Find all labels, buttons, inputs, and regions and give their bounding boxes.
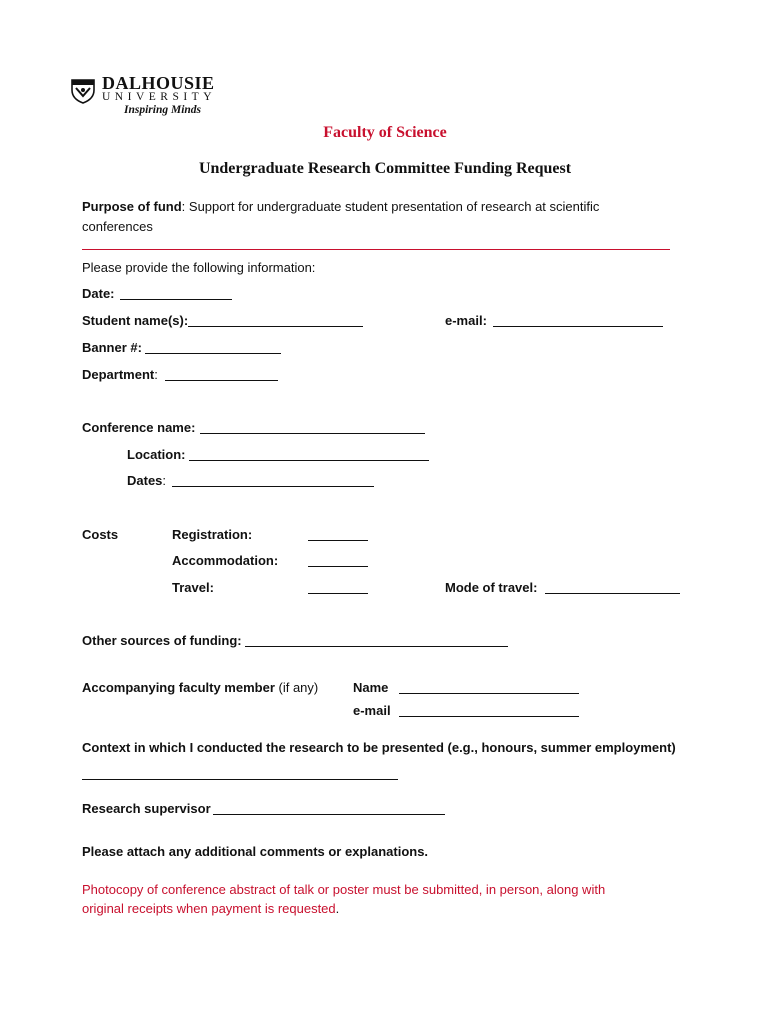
faculty-email-label: e-mail bbox=[353, 703, 391, 718]
dates-label: Dates bbox=[127, 473, 163, 488]
accompanying-faculty-line bbox=[82, 680, 318, 696]
faculty-name-field[interactable] bbox=[399, 681, 579, 694]
student-names-label: Student name(s): bbox=[82, 313, 189, 328]
purpose-line bbox=[82, 199, 599, 215]
conference-name-field[interactable] bbox=[200, 421, 425, 434]
registration-field[interactable] bbox=[308, 528, 368, 541]
department-field[interactable] bbox=[165, 368, 278, 381]
date-field[interactable] bbox=[120, 287, 232, 300]
registration-label: Registration: bbox=[172, 527, 253, 542]
research-supervisor-label: Research supervisor bbox=[82, 801, 211, 816]
form-title: Undergraduate Research Committee Funding Request bbox=[198, 160, 572, 177]
banner-field[interactable] bbox=[145, 341, 281, 354]
other-funding-label: Other sources of funding: bbox=[82, 633, 242, 648]
research-supervisor-field[interactable] bbox=[213, 802, 445, 815]
purpose-text: : Support for undergraduate student presentation of research at scientific bbox=[181, 199, 600, 214]
department-colon: : bbox=[154, 367, 158, 382]
mode-of-travel-label: Mode of travel: bbox=[445, 580, 538, 595]
accommodation-label: Accommodation: bbox=[172, 553, 279, 568]
travel-label: Travel: bbox=[172, 580, 214, 595]
banner-label: Banner #: bbox=[82, 340, 142, 355]
logo-subname: UNIVERSITY bbox=[102, 91, 216, 103]
instructions: Please provide the following information: bbox=[82, 260, 316, 275]
faculty-heading: Faculty of Science bbox=[323, 124, 447, 141]
dates-colon: : bbox=[162, 473, 167, 488]
email-label: e-mail: bbox=[445, 313, 487, 328]
travel-field[interactable] bbox=[308, 581, 368, 594]
other-funding-field[interactable] bbox=[245, 634, 508, 647]
location-label: Location: bbox=[127, 447, 186, 462]
footer-note-line1: Photocopy of conference abstract of talk or poster must be submitted, in person, along with bbox=[82, 882, 606, 897]
university-logo bbox=[68, 74, 228, 120]
context-label: Context in which I conducted the research to be presented (e.g., honours, summer employment) bbox=[82, 740, 676, 755]
purpose-label: Purpose of fund bbox=[82, 199, 182, 214]
date-label: Date: bbox=[82, 286, 115, 301]
location-field[interactable] bbox=[189, 448, 429, 461]
crest-icon bbox=[70, 78, 96, 104]
email-field[interactable] bbox=[493, 314, 663, 327]
attach-note: Please attach any additional comments or explanations. bbox=[82, 844, 429, 859]
accompanying-faculty-label: Accompanying faculty member bbox=[82, 680, 275, 695]
mode-of-travel-field[interactable] bbox=[545, 581, 680, 594]
footer-note-line2-wrap bbox=[82, 901, 339, 917]
department-line bbox=[82, 367, 158, 383]
faculty-email-field[interactable] bbox=[399, 704, 579, 717]
faculty-name-label: Name bbox=[353, 680, 389, 695]
accommodation-field[interactable] bbox=[308, 554, 368, 567]
student-names-field[interactable] bbox=[188, 314, 363, 327]
footer-note-period: . bbox=[335, 901, 340, 916]
department-label: Department bbox=[82, 367, 155, 382]
conference-name-label: Conference name: bbox=[82, 420, 196, 435]
context-field[interactable] bbox=[82, 767, 398, 780]
costs-label: Costs bbox=[82, 527, 119, 542]
logo-name: DALHOUSIE bbox=[102, 73, 215, 93]
dates-line bbox=[127, 473, 166, 489]
dates-field[interactable] bbox=[172, 474, 374, 487]
footer-note-line2: original receipts when payment is requested bbox=[82, 901, 336, 916]
purpose-text-cont: conferences bbox=[82, 219, 153, 234]
divider-rule bbox=[82, 249, 670, 250]
if-any-note: (if any) bbox=[274, 680, 319, 695]
logo-tagline: Inspiring Minds bbox=[124, 104, 202, 116]
